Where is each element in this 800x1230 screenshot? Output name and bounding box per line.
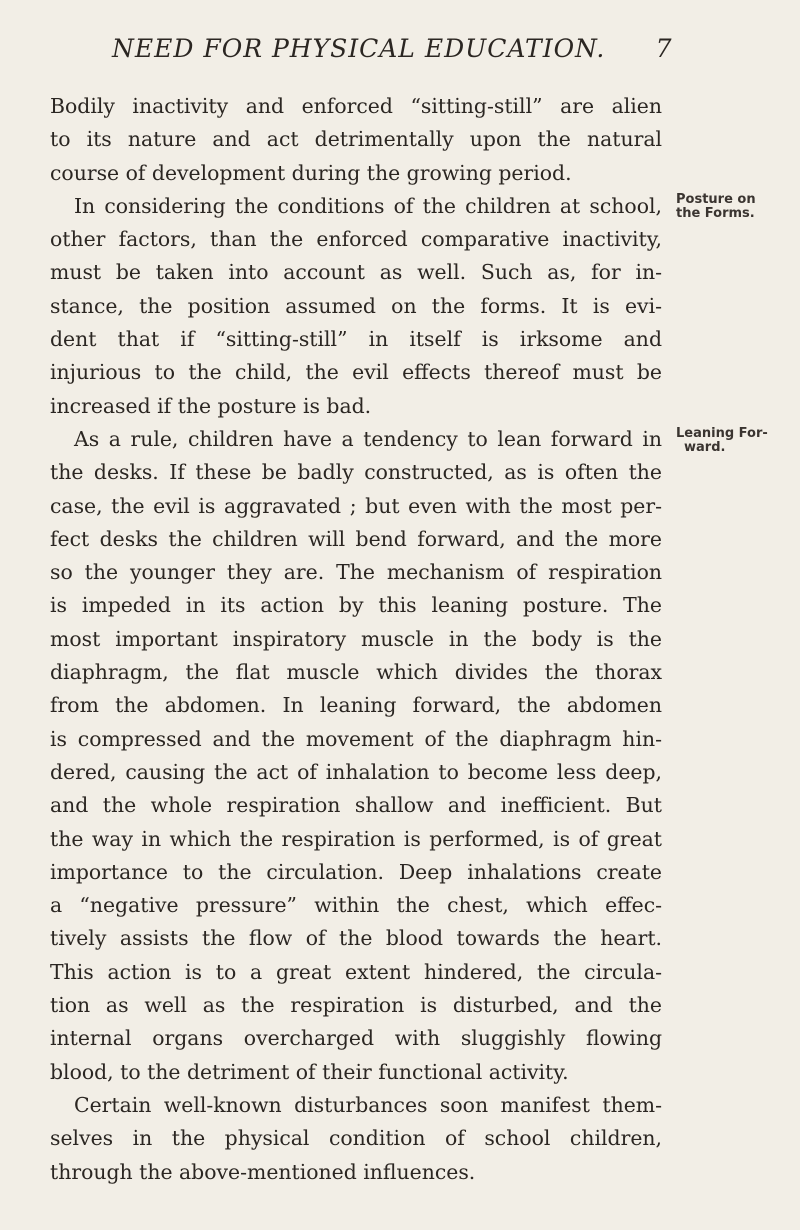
text-line: and the whole respiration shallow and inefficient. But [50,793,662,818]
text-line: Bodily inactivity and enforced “sitting-still” are alien [50,94,662,118]
text-line: must be taken into account as well. Such as, for in- [50,260,662,285]
text-line: tion as well as the respiration is disturbed, and the [50,993,662,1018]
text-line: the desks. If these be badly constructed, as is often the [50,460,662,485]
text-line: diaphragm, the flat muscle which divides the thorax [50,660,662,685]
text-line: blood, to the detriment of their functional activity. [50,1059,569,1084]
text-line: In considering the conditions of the children at school, [74,193,662,218]
text-line: stance, the position assumed on the forms. It is evi- [50,293,662,318]
text-line: injurious to the child, the evil effects thereof must be [50,360,662,385]
sidenote-line: ward. [684,440,726,455]
text-line: case, the evil is aggravated ; but even with the most per- [50,493,662,518]
text-line: other factors, than the enforced comparative inactivity, [50,227,662,252]
page-number: 7 [655,34,672,63]
text-line: fect desks the children will bend forward, and the more [50,526,662,551]
text-line: is impeded in its action by this leaning posture. The [50,593,662,618]
sidenote-line: Leaning For- [676,426,768,441]
running-title: NEED FOR PHYSICAL EDUCATION. [112,34,606,63]
running-head [112,34,672,63]
text-line: This action is to a great extent hindered, the circula- [50,959,662,984]
text-line: selves in the physical condition of school children, [50,1126,662,1151]
text-line: Certain well-known disturbances soon manifest them- [74,1092,662,1117]
body-text [50,90,662,1189]
text-line: so the younger they are. The mechanism of respiration [50,560,662,585]
text-line: is compressed and the movement of the diaphragm hin- [50,726,662,751]
text-line: from the abdomen. In leaning forward, the abdomen [50,693,662,718]
text-line: to its nature and act detrimentally upon the natural [50,127,662,152]
text-line: course of development during the growing period. [50,160,572,185]
sidenote-line: the Forms. [676,206,755,221]
text-line: the way in which the respiration is performed, is of great [50,826,662,851]
text-line: dent that if “sitting-still” in itself is irksome and [50,327,662,352]
text-line: increased if the posture is bad. [50,393,372,418]
text-line: most important inspiratory muscle in the body is the [50,626,662,651]
text-line: As a rule, children have a tendency to lean forward in [74,426,662,451]
text-line: a “negative pressure” within the chest, which effec- [50,893,662,918]
sidenote-posture-on-forms [676,193,800,221]
text-line: through the above-mentioned influences. [50,1159,476,1184]
text-line: dered, causing the act of inhalation to become less deep, [50,759,662,784]
sidenote-line: Posture on [676,192,756,207]
sidenote-leaning-forward [676,427,800,455]
text-line: importance to the circulation. Deep inhalations create [50,859,662,884]
text-line: internal organs overcharged with sluggishly flowing [50,1026,662,1051]
text-line: tively assists the flow of the blood towards the heart. [50,926,662,951]
